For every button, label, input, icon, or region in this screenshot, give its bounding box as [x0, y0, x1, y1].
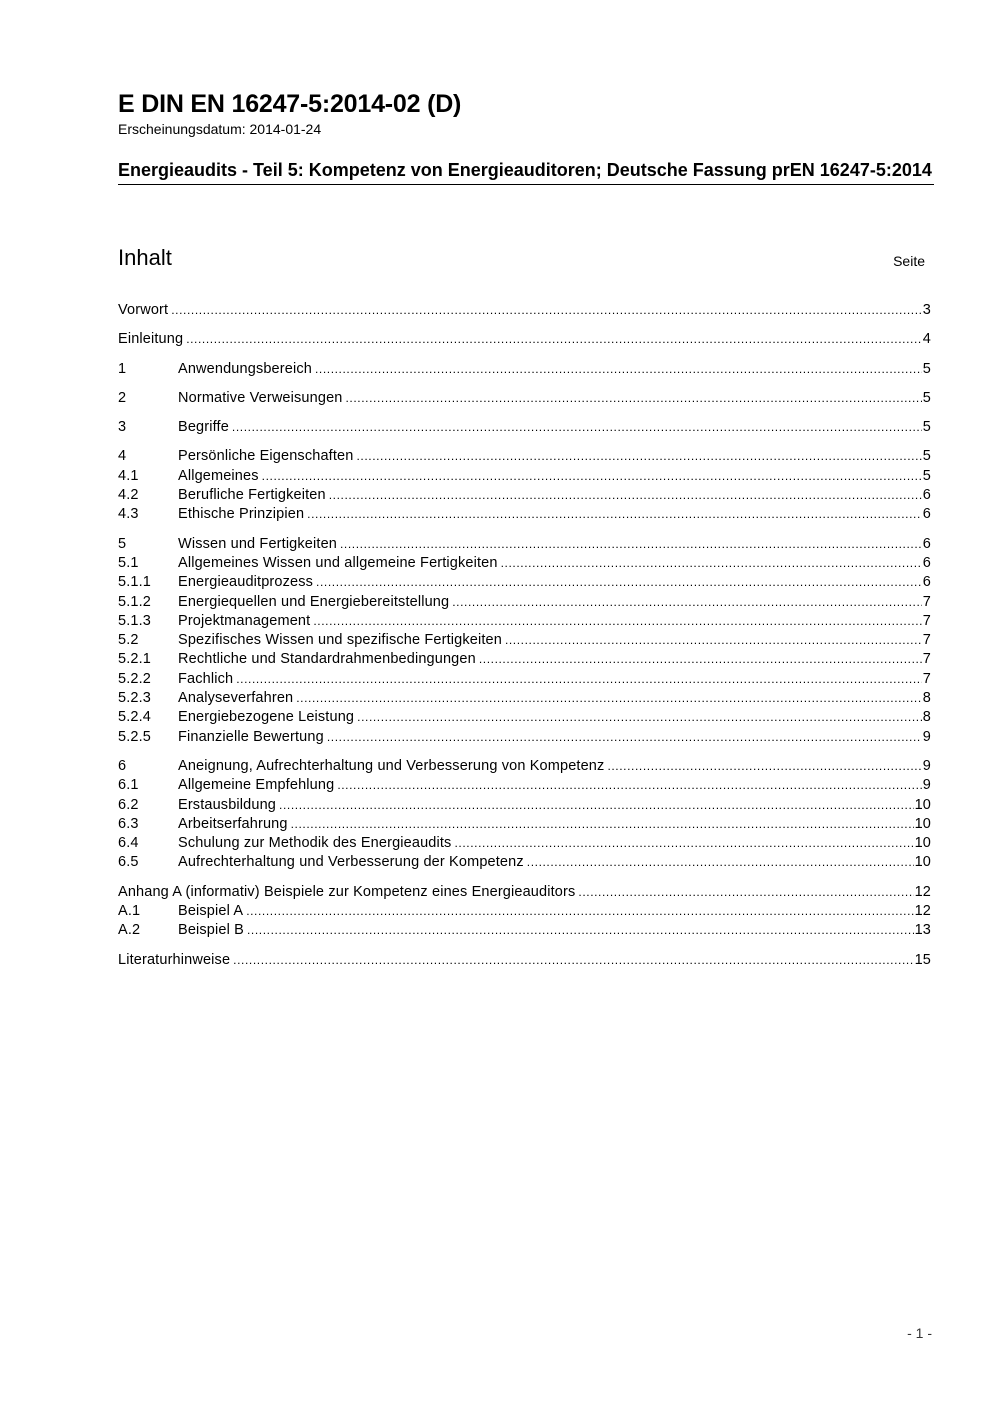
toc-entry-number: 3: [118, 419, 127, 436]
toc-dot-leader: [501, 554, 922, 573]
toc-entry-label: Ethische Prinzipien: [178, 506, 305, 523]
toc-entry-page: 6: [922, 574, 931, 591]
toc-entry-page: 5: [922, 467, 931, 484]
toc-dot-leader: [346, 389, 922, 408]
toc-entry[interactable]: [118, 330, 931, 349]
toc-entry[interactable]: [118, 670, 931, 689]
toc-entry-label: Beispiel A: [178, 903, 244, 920]
toc-entry[interactable]: [118, 883, 931, 902]
toc-entry[interactable]: [118, 708, 931, 727]
toc-entry[interactable]: [118, 467, 931, 486]
toc-entry[interactable]: [118, 535, 931, 554]
toc-entry-page: 5: [922, 389, 931, 406]
toc-entry-label: Erstausbildung: [178, 796, 277, 813]
toc-entry-number: 6.3: [118, 815, 139, 832]
toc-entry-label: Anwendungsbereich: [178, 360, 312, 377]
toc-dot-leader: [186, 330, 922, 349]
toc-entry-page: 6: [922, 554, 931, 571]
toc-dot-leader: [479, 650, 922, 669]
toc-dot-leader: [578, 883, 913, 902]
toc-dot-leader: [337, 776, 921, 795]
toc-entry-number: 4.2: [118, 487, 139, 504]
toc-entry[interactable]: [118, 853, 931, 872]
toc-dot-leader: [291, 815, 914, 834]
toc-dot-leader: [607, 757, 921, 776]
toc-entry-label: Projektmanagement: [178, 612, 311, 629]
toc-entry[interactable]: [118, 631, 931, 650]
toc-entry-page: 3: [922, 302, 931, 318]
document-subtitle: Energieaudits - Teil 5: Kompetenz von Energieauditoren; Deutsche Fassung prEN 16247-5:2014: [118, 159, 934, 185]
toc-entry-number: 4.1: [118, 467, 139, 484]
toc-entry[interactable]: [118, 505, 931, 524]
toc-dot-leader: [527, 853, 914, 872]
toc-dot-leader: [356, 447, 921, 466]
toc-entry-number: 5.2: [118, 632, 139, 649]
toc-entry-label: Vorwort: [118, 302, 169, 318]
toc-entry-label: Analyseverfahren: [178, 690, 294, 707]
toc-entry-number: 5.1: [118, 554, 139, 571]
toc-entry-number: 5: [118, 535, 127, 552]
toc-dot-leader: [233, 951, 913, 970]
toc-entry-number: 5.1.3: [118, 612, 151, 629]
toc-entry-page: 8: [922, 709, 931, 726]
toc-entry-label: Allgemeine Empfehlung: [178, 777, 335, 794]
publication-date: Erscheinungsdatum: 2014-01-24: [118, 121, 322, 137]
toc-dot-leader: [340, 535, 922, 554]
toc-entry[interactable]: [118, 301, 931, 320]
toc-dot-leader: [171, 301, 922, 320]
toc-dot-leader: [505, 631, 922, 650]
toc-entry-number: 4.3: [118, 506, 139, 523]
toc-entry-page: 10: [914, 854, 931, 871]
toc-entry-label: Fachlich: [178, 670, 234, 687]
toc-entry[interactable]: [118, 447, 931, 466]
toc-entry[interactable]: [118, 951, 931, 970]
toc-entry-number: 1: [118, 360, 127, 377]
toc-dot-leader: [329, 486, 922, 505]
toc-entry-page: 13: [914, 922, 931, 939]
toc-entry[interactable]: [118, 834, 931, 853]
toc-page-column-label: Seite: [893, 253, 925, 269]
toc-entry-number: 6.1: [118, 777, 139, 794]
toc-dot-leader: [327, 728, 922, 747]
toc-entry-number: A.2: [118, 922, 141, 939]
toc-entry[interactable]: [118, 921, 931, 940]
toc-entry-page: 12: [914, 903, 931, 920]
toc-entry-page: 6: [922, 506, 931, 523]
toc-entry-page: 5: [922, 419, 931, 436]
toc-entry-page: 7: [922, 593, 931, 610]
toc-entry[interactable]: [118, 389, 931, 408]
toc-entry-page: 5: [922, 360, 931, 377]
toc-dot-leader: [279, 796, 914, 815]
toc-entry[interactable]: [118, 593, 931, 612]
toc-dot-leader: [296, 689, 922, 708]
toc-entry[interactable]: [118, 689, 931, 708]
toc-entry-page: 6: [922, 487, 931, 504]
toc-entry[interactable]: [118, 486, 931, 505]
toc-entry-label: Aufrechterhaltung und Verbesserung der Kompetenz: [178, 854, 524, 871]
toc-dot-leader: [313, 612, 921, 631]
toc-entry-label: Arbeitserfahrung: [178, 815, 288, 832]
toc-dot-leader: [232, 418, 922, 437]
toc-entry-page: 8: [922, 690, 931, 707]
toc-dot-leader: [307, 505, 922, 524]
toc-entry-number: A.1: [118, 903, 141, 920]
toc-entry-number: 6.4: [118, 835, 139, 852]
toc-entry-label: Berufliche Fertigkeiten: [178, 487, 326, 504]
toc-entry[interactable]: [118, 796, 931, 815]
toc-entry-label: Begriffe: [178, 419, 229, 436]
toc-dot-leader: [315, 360, 922, 379]
toc-entry-label: Schulung zur Methodik des Energieaudits: [178, 835, 452, 852]
toc-entry-number: 6.2: [118, 796, 139, 813]
toc-entry-page: 7: [922, 612, 931, 629]
toc-entry-number: 5.1.2: [118, 593, 151, 610]
toc-entry-page: 5: [922, 448, 931, 465]
toc-entry-page: 12: [914, 883, 931, 900]
toc-entry-label: Persönliche Eigenschaften: [178, 448, 354, 465]
toc-entry[interactable]: [118, 573, 931, 592]
toc-entry-label: Energiebezogene Leistung: [178, 709, 355, 726]
toc-entry[interactable]: [118, 612, 931, 631]
toc-entry-number: 2: [118, 389, 127, 406]
toc-entry[interactable]: [118, 650, 931, 669]
toc-entry[interactable]: [118, 815, 931, 834]
toc-entry-number: 6.5: [118, 854, 139, 871]
toc-dot-leader: [247, 921, 914, 940]
toc-entry-page: 15: [914, 951, 931, 968]
toc-entry-page: 10: [914, 796, 931, 813]
toc-dot-leader: [236, 670, 922, 689]
toc-entry-label: Beispiel B: [178, 922, 244, 939]
toc-entry-label: Finanzielle Bewertung: [178, 728, 324, 745]
toc-entry-label: Wissen und Fertigkeiten: [178, 535, 337, 552]
toc-entry-page: 9: [922, 777, 931, 794]
toc-entry-page: 9: [922, 728, 931, 745]
toc-entry-page: 7: [922, 632, 931, 649]
toc-dot-leader: [316, 573, 922, 592]
toc-entry-label: Energieauditprozess: [178, 574, 314, 591]
toc-entry-label: Einleitung: [118, 331, 184, 348]
toc-dot-leader: [262, 467, 922, 486]
toc-entry-number: 5.2.4: [118, 709, 151, 726]
toc-dot-leader: [454, 834, 913, 853]
toc-entry-label: Allgemeines: [178, 467, 259, 484]
toc-entry[interactable]: [118, 554, 931, 573]
toc-entry[interactable]: [118, 902, 931, 921]
toc-entry-label: Anhang A (informativ) Beispiele zur Kompetenz eines Energieauditors: [118, 883, 576, 900]
toc-entry-page: 10: [914, 835, 931, 852]
toc-entry-label: Allgemeines Wissen und allgemeine Fertigkeiten: [178, 554, 498, 571]
toc-entry-number: 5.2.3: [118, 690, 151, 707]
document-title: E DIN EN 16247-5:2014-02 (D): [118, 90, 462, 118]
toc-dot-leader: [246, 902, 913, 921]
page-number: - 1 -: [907, 1325, 932, 1341]
toc-entry[interactable]: [118, 360, 931, 379]
toc-entry[interactable]: [118, 728, 931, 747]
toc-entry-number: 5.2.1: [118, 651, 151, 668]
toc-entry-label: Normative Verweisungen: [178, 389, 343, 406]
toc-heading: Inhalt: [118, 245, 172, 270]
toc-entry-number: 5.2.2: [118, 670, 151, 687]
toc-entry-page: 7: [922, 651, 931, 668]
toc-entry-page: 7: [922, 670, 931, 687]
toc-entry-number: 4: [118, 448, 127, 465]
toc-entry-label: Aneignung, Aufrechterhaltung und Verbesserung von Kompetenz: [178, 757, 605, 774]
toc-entry-label: Literaturhinweise: [118, 951, 231, 968]
toc-entry[interactable]: [118, 757, 931, 776]
toc-entry-number: 5.1.1: [118, 574, 151, 591]
toc-dot-leader: [357, 708, 922, 727]
toc-entry-page: 4: [922, 331, 931, 348]
toc-entry-label: Rechtliche und Standardrahmenbedingungen: [178, 651, 476, 668]
toc-dot-leader: [452, 593, 922, 612]
table-of-contents: [118, 301, 931, 970]
toc-entry-page: 6: [922, 535, 931, 552]
toc-entry-number: 6: [118, 757, 127, 774]
toc-entry-number: 5.2.5: [118, 728, 151, 745]
toc-entry-page: 10: [914, 815, 931, 832]
toc-entry-label: Spezifisches Wissen und spezifische Fertigkeiten: [178, 632, 502, 649]
toc-entry-label: Energiequellen und Energiebereitstellung: [178, 593, 450, 610]
toc-entry[interactable]: [118, 776, 931, 795]
toc-entry-page: 9: [922, 757, 931, 774]
toc-entry[interactable]: [118, 418, 931, 437]
